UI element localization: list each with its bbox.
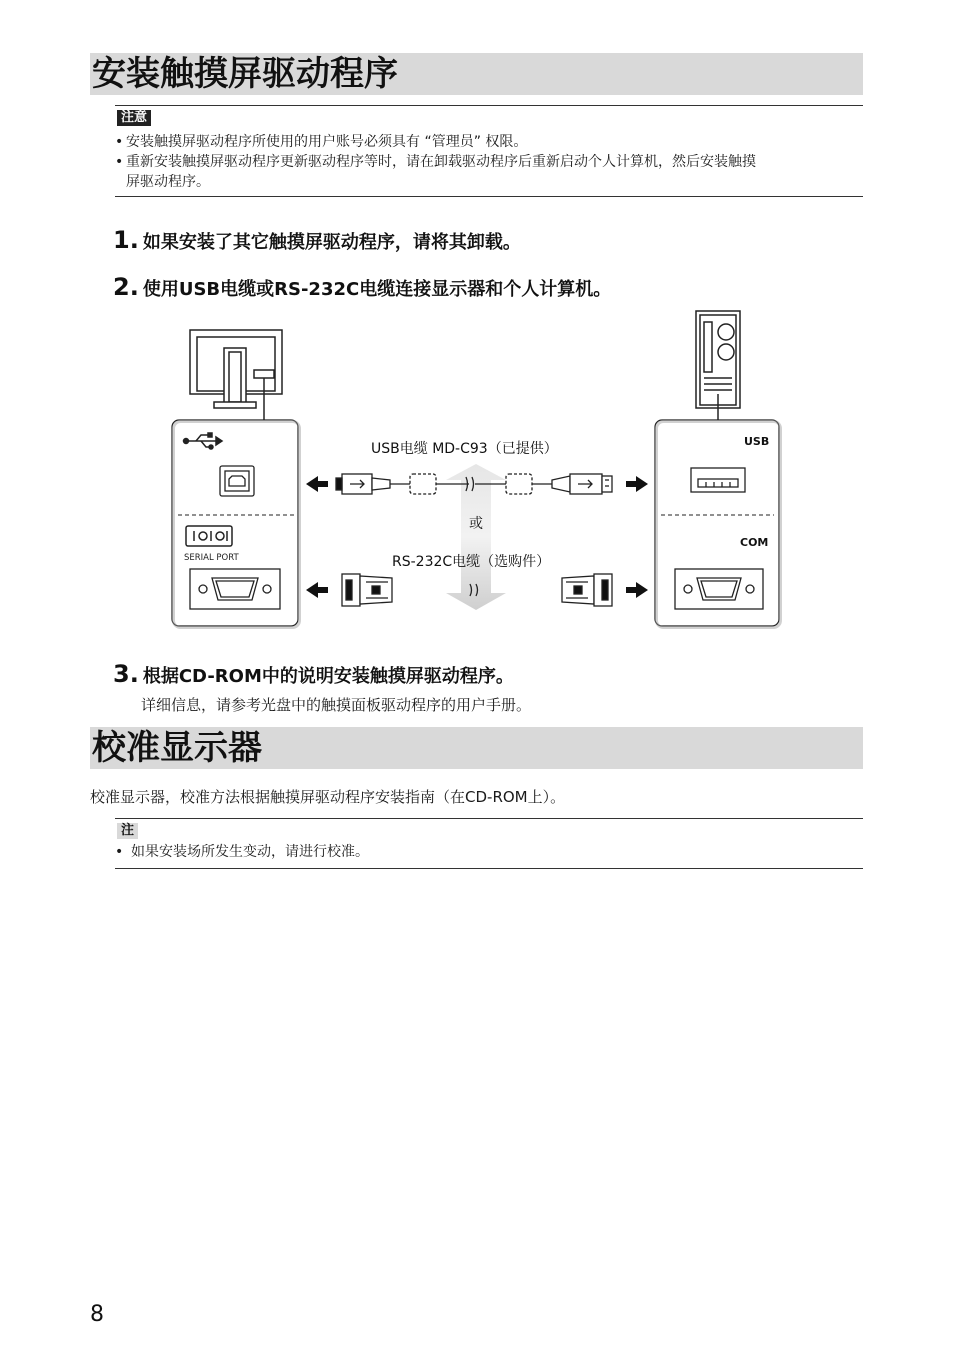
caution-box xyxy=(115,105,863,197)
step-3-detail: 详细信息，请参考光盘中的触摸面板驱动程序的用户手册。 xyxy=(141,696,532,714)
pc-com-label: COM xyxy=(740,536,769,549)
page-number: 8 xyxy=(90,1302,104,1327)
monitor-icon xyxy=(190,330,282,420)
caution-text: 安装触摸屏驱动程序所使用的用户账号必须具有 “管理员” 权限。 xyxy=(126,134,528,150)
caution-text: 重新安装触摸屏驱动程序更新驱动程序等时，请在卸载驱动程序后重新启动个人计算机，然后安装触摸 xyxy=(126,154,756,170)
pc-tower-icon xyxy=(696,311,740,420)
usb-cable-label: USB电缆 MD-C93（已提供） xyxy=(371,441,558,457)
caution-text: 屏驱动程序。 xyxy=(126,174,210,190)
step-number: 3. xyxy=(113,660,139,688)
step-text: 根据CD-ROM中的说明安装触摸屏驱动程序。 xyxy=(142,666,514,687)
pc-usb-label: USB xyxy=(744,435,770,448)
step-3 xyxy=(113,660,514,688)
connection-diagram xyxy=(170,308,785,633)
section-title-calibrate: 校准显示器 xyxy=(90,727,863,769)
step-1 xyxy=(113,226,521,254)
note-item: • 如果安装场所发生变动，请进行校准。 xyxy=(115,844,369,860)
arrow-left-icon xyxy=(306,476,318,492)
section-title-install-driver: 安装触摸屏驱动程序 xyxy=(90,53,863,95)
step-number: 1. xyxy=(113,226,139,254)
caution-item: • 重新安装触摸屏驱动程序更新驱动程序等时，请在卸载驱动程序后重新启动个人计算机，然后安装触摸 xyxy=(115,154,756,170)
monitor-connector-panel xyxy=(172,420,300,628)
rs232-cable-label: RS-232C电缆（选购件） xyxy=(392,554,551,570)
step-text: 如果安装了其它触摸屏驱动程序，请将其卸载。 xyxy=(142,232,521,253)
caution-label: 注意 xyxy=(117,110,151,126)
step-number: 2. xyxy=(113,273,139,301)
arrow-right-icon xyxy=(636,476,648,492)
alternative-arrow xyxy=(446,464,506,610)
note-box xyxy=(115,818,863,869)
or-label: 或 xyxy=(469,516,483,532)
arrow-left-icon xyxy=(306,582,318,598)
note-label: 注 xyxy=(117,823,138,839)
arrow-right-icon xyxy=(636,582,648,598)
serial-port-label: SERIAL PORT xyxy=(184,553,239,563)
step-text: 使用USB电缆或RS-232C电缆连接显示器和个人计算机。 xyxy=(142,279,612,300)
note-text: 如果安装场所发生变动，请进行校准。 xyxy=(131,844,369,860)
calibrate-body-text: 校准显示器，校准方法根据触摸屏驱动程序安装指南（在CD-ROM上）。 xyxy=(90,788,566,806)
caution-item-continuation xyxy=(115,172,863,192)
pc-connector-panel xyxy=(655,420,781,628)
step-2 xyxy=(113,273,611,301)
caution-item: • 安装触摸屏驱动程序所使用的用户账号必须具有 “管理员” 权限。 xyxy=(115,134,528,150)
